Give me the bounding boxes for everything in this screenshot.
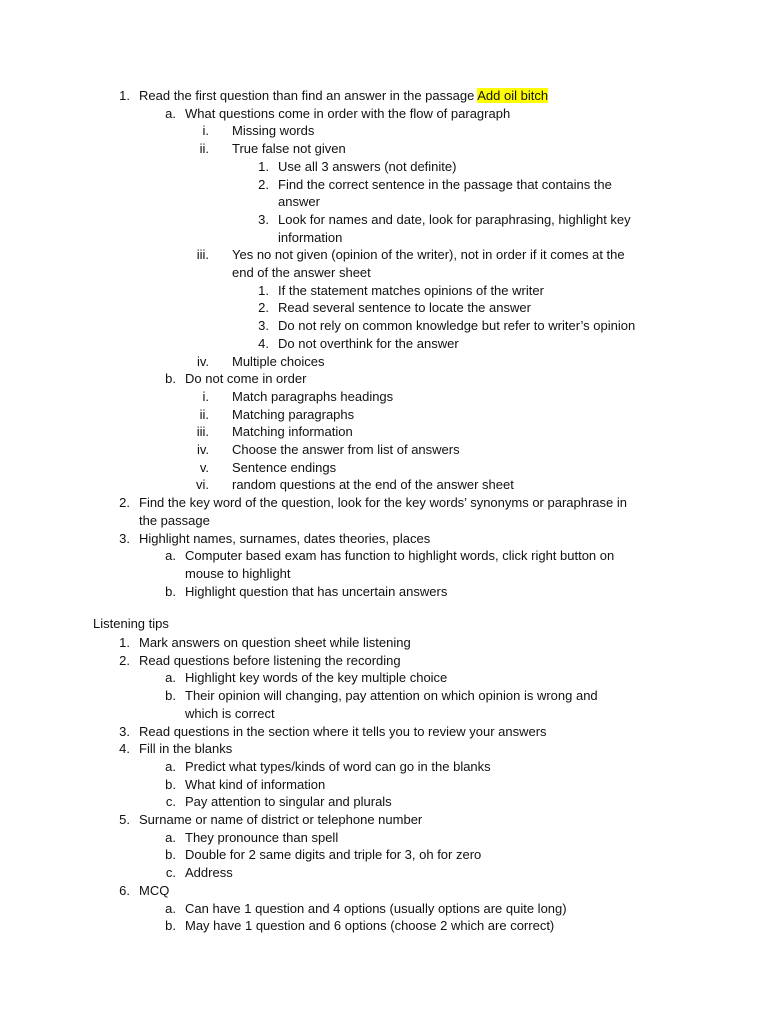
list-item-text: Matching information xyxy=(232,424,353,440)
list-item-text: True false not given xyxy=(232,141,346,157)
list-item xyxy=(278,299,531,316)
list-item-text: Read the first question than find an answer in the passage xyxy=(139,88,475,103)
list-marker: a. xyxy=(165,670,176,686)
list-item xyxy=(139,512,210,529)
list-marker: b. xyxy=(165,688,176,704)
list-marker: 1. xyxy=(258,158,269,174)
list-item xyxy=(185,864,233,881)
list-item-text: Find the correct sentence in the passage that contains the xyxy=(278,176,612,192)
list-item xyxy=(185,547,614,564)
list-item xyxy=(232,406,354,423)
list-item xyxy=(232,441,460,458)
list-marker: 3. xyxy=(119,723,130,739)
list-marker: 1. xyxy=(119,635,130,650)
list-marker: 2. xyxy=(119,495,130,511)
list-item xyxy=(185,793,392,810)
list-marker: c. xyxy=(165,865,176,881)
list-marker: b. xyxy=(165,847,176,863)
list-item-text: Sentence endings xyxy=(232,459,337,475)
list-item xyxy=(278,176,612,193)
list-item xyxy=(232,140,346,157)
list-item-text: May have 1 question and 6 options (choose 2 which are correct) xyxy=(185,918,555,934)
list-item-text: Yes no not given (opinion of the writer), not in order if it comes at the xyxy=(232,247,625,263)
list-item-text: They pronounce than spell xyxy=(185,829,339,845)
list-marker: 4. xyxy=(258,335,269,351)
list-marker: a. xyxy=(165,758,176,774)
list-item-text: Find the key word of the question, look for the key words’ synonyms or paraphrase in xyxy=(139,495,627,511)
list-marker: a. xyxy=(165,829,176,845)
list-item xyxy=(185,565,291,582)
list-marker: 5. xyxy=(119,812,130,827)
list-item xyxy=(185,370,306,387)
list-item xyxy=(185,583,447,600)
list-item-text: Highlight question that has uncertain answers xyxy=(185,583,448,599)
list-marker: ii. xyxy=(199,406,209,422)
list-item xyxy=(232,264,371,281)
list-item-text: Pay attention to singular and plurals xyxy=(185,794,392,810)
list-item-text: Surname or name of district or telephone number xyxy=(139,812,423,827)
list-item xyxy=(139,530,430,547)
list-item xyxy=(232,459,336,476)
list-marker: b. xyxy=(165,776,176,792)
list-item-text: Use all 3 answers (not definite) xyxy=(278,158,457,174)
list-item xyxy=(139,652,401,669)
list-marker: 2. xyxy=(258,300,269,316)
list-item xyxy=(278,335,459,352)
list-item xyxy=(232,423,353,440)
list-marker: c. xyxy=(165,794,176,810)
list-item xyxy=(278,229,342,246)
list-item-text: What questions come in order with the flow of paragraph xyxy=(185,105,511,121)
list-marker: iv. xyxy=(196,353,209,369)
list-item-text: the passage xyxy=(139,512,210,528)
list-item-text: Choose the answer from list of answers xyxy=(232,442,460,457)
list-item xyxy=(139,87,548,104)
list-item-text: Highlight names, surnames, dates theories, places xyxy=(139,530,431,546)
list-item xyxy=(278,193,320,210)
list-item-text: Missing words xyxy=(232,123,315,139)
list-marker: v. xyxy=(199,459,209,475)
list-marker: i. xyxy=(202,388,209,404)
list-marker: 3. xyxy=(119,530,130,546)
list-item xyxy=(185,829,338,846)
list-item-text: Address xyxy=(185,865,233,881)
list-marker: a. xyxy=(165,900,176,916)
list-item-text: Fill in the blanks xyxy=(139,741,233,757)
list-marker: 3. xyxy=(258,318,269,334)
list-item xyxy=(278,282,544,299)
list-marker: b. xyxy=(165,918,176,934)
list-item-text: Their opinion will changing, pay attention on which opinion is wrong and xyxy=(185,688,598,704)
list-item xyxy=(139,723,547,740)
list-item-text: Highlight key words of the key multiple choice xyxy=(185,670,448,686)
list-item xyxy=(139,494,627,511)
list-item xyxy=(232,122,314,139)
list-item xyxy=(185,705,275,722)
list-item xyxy=(185,669,447,686)
list-item-text: Do not rely on common knowledge but refer to writer’s opinion xyxy=(278,318,636,334)
list-marker: iii. xyxy=(196,424,209,440)
list-marker: 1. xyxy=(119,88,130,103)
list-item-text: answer xyxy=(278,194,320,210)
list-marker: vi. xyxy=(196,477,209,493)
list-item-text: Read questions in the section where it tells you to review your answers xyxy=(139,723,547,739)
list-marker: 3. xyxy=(258,211,269,227)
list-item-text: Do not come in order xyxy=(185,371,307,387)
list-item xyxy=(185,687,598,704)
list-item xyxy=(185,846,481,863)
list-item-text: Multiple choices xyxy=(232,353,325,369)
list-item-text: Do not overthink for the answer xyxy=(278,335,459,351)
list-item xyxy=(278,158,456,175)
list-marker: ii. xyxy=(199,141,209,157)
list-item xyxy=(139,811,422,828)
list-item xyxy=(232,246,625,263)
list-item-text: Read several sentence to locate the answer xyxy=(278,300,531,316)
list-item-text: end of the answer sheet xyxy=(232,265,371,280)
list-item xyxy=(185,917,554,934)
list-item-text: Read questions before listening the recording xyxy=(139,652,401,668)
list-item-text: If the statement matches opinions of the writer xyxy=(278,282,544,298)
list-item-text: random questions at the end of the answer sheet xyxy=(232,477,514,493)
list-item xyxy=(139,634,411,651)
list-marker: i. xyxy=(202,123,209,139)
list-item-text: information xyxy=(278,229,343,245)
list-item xyxy=(185,105,510,122)
list-item xyxy=(185,758,491,775)
list-marker: 2. xyxy=(258,176,269,192)
list-marker: b. xyxy=(165,583,176,599)
list-item-text: Matching paragraphs xyxy=(232,406,355,422)
list-marker: 6. xyxy=(119,882,130,898)
list-item xyxy=(278,211,631,228)
highlighted-text: Add oil bitch xyxy=(477,88,549,103)
list-item xyxy=(232,476,514,493)
listening-tips-heading: Listening tips xyxy=(93,616,169,631)
list-marker: a. xyxy=(165,548,176,564)
list-item xyxy=(185,776,325,793)
list-item-text: Look for names and date, look for paraphrasing, highlight key xyxy=(278,211,631,227)
list-item-text: which is correct xyxy=(185,705,275,721)
list-item xyxy=(278,317,635,334)
list-item xyxy=(139,740,232,757)
list-marker: iv. xyxy=(196,442,209,457)
list-item-text: Mark answers on question sheet while listening xyxy=(139,635,411,650)
list-item xyxy=(232,388,393,405)
list-item xyxy=(185,900,567,917)
list-item-text: Double for 2 same digits and triple for 3, oh for zero xyxy=(185,847,482,863)
list-marker: b. xyxy=(165,371,176,387)
list-item-text: mouse to highlight xyxy=(185,565,291,581)
list-item-text: Match paragraphs headings xyxy=(232,388,394,404)
list-marker: 1. xyxy=(258,282,269,298)
list-marker: iii. xyxy=(196,247,209,263)
list-item-text: What kind of information xyxy=(185,776,326,792)
list-marker: a. xyxy=(165,105,176,121)
list-marker: 2. xyxy=(119,652,130,668)
list-item xyxy=(232,353,325,370)
list-item-text: Can have 1 question and 4 options (usually options are quite long) xyxy=(185,900,567,916)
list-marker: 4. xyxy=(119,741,130,757)
list-item-text: Predict what types/kinds of word can go in the blanks xyxy=(185,758,491,774)
list-item xyxy=(139,882,169,899)
list-item-text: MCQ xyxy=(139,882,170,898)
list-item-text: Computer based exam has function to highlight words, click right button on xyxy=(185,548,615,564)
